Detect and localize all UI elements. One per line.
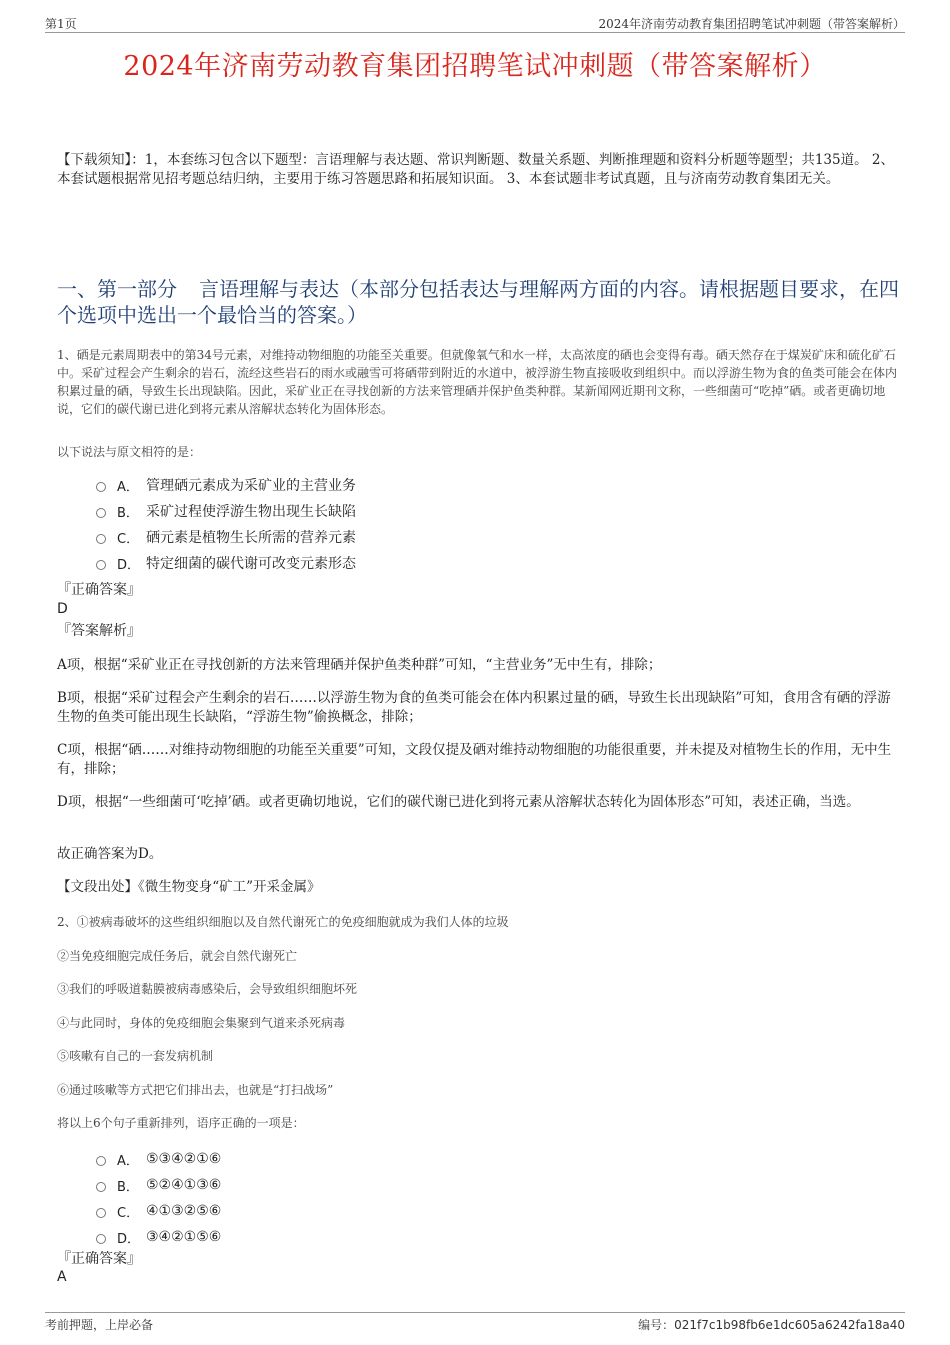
radio-icon[interactable] bbox=[96, 560, 106, 570]
q2-sentence-1: 2、①被病毒破坏的这些组织细胞以及自然代谢死亡的免疫细胞就成为我们人体的垃圾 bbox=[57, 915, 509, 929]
section-heading bbox=[57, 276, 902, 328]
radio-icon[interactable] bbox=[96, 1182, 106, 1192]
q1-answer-label: 『正确答案』 bbox=[57, 582, 141, 598]
q2-sentence-5: ⑤咳嗽有自己的一套发病机制 bbox=[57, 1049, 214, 1063]
page-title: 2024年济南劳动教育集团招聘笔试冲刺题（带答案解析） bbox=[123, 51, 827, 82]
q1-options bbox=[96, 472, 696, 576]
radio-icon[interactable] bbox=[96, 482, 106, 492]
q2-options bbox=[96, 1146, 696, 1250]
q1-analysis-b: B项，根据“采矿过程会产生剩余的岩石……以浮游生物为食的鱼类可能会在体内积累过量的硒，导致生长出现缺陷”可知，食用含有硒的浮游生物的鱼类可能出现生长缺陷，“浮游生物”偷换概念，排除； bbox=[57, 690, 891, 725]
footer-code-label: 编号： bbox=[638, 1318, 675, 1332]
page-footer bbox=[45, 1312, 905, 1333]
q1-conclusion: 故正确答案为D。 bbox=[57, 846, 163, 862]
q1-answer: D bbox=[57, 601, 68, 617]
q2-sentence-3: ③我们的呼吸道黏膜被病毒感染后，会导致组织细胞坏死 bbox=[57, 982, 358, 996]
q1-prompt: 以下说法与原文相符的是： bbox=[57, 445, 202, 459]
header-doc-title: 2024年济南劳动教育集团招聘笔试冲刺题（带答案解析） bbox=[598, 17, 905, 31]
radio-icon[interactable] bbox=[96, 1156, 106, 1166]
page-number: 第1页 bbox=[45, 17, 77, 31]
radio-icon[interactable] bbox=[96, 1234, 106, 1244]
option-b[interactable]: B． 采矿过程使浮游生物出现生长缺陷 bbox=[96, 498, 696, 524]
q2-sentence-2: ②当免疫细胞完成任务后，就会自然代谢死亡 bbox=[57, 949, 298, 963]
radio-icon[interactable] bbox=[96, 1208, 106, 1218]
q1-analysis-d: D项，根据“一些细菌可‘吃掉’硒。或者更确切地说，它们的碳代谢已进化到将元素从溶解状态转化为固体形态”可知，表述正确，当选。 bbox=[57, 794, 860, 810]
option-a[interactable]: A． ⑤③④②①⑥ bbox=[96, 1146, 696, 1172]
q2-answer-label: 『正确答案』 bbox=[57, 1251, 141, 1267]
footer-slogan: 考前押题，上岸必备 bbox=[45, 1318, 154, 1332]
q2-sentence-4: ④与此同时，身体的免疫细胞会集聚到气道来杀死病毒 bbox=[57, 1016, 346, 1030]
section-part: 一、第一部分 bbox=[57, 277, 177, 301]
download-notice: 【下载须知】：1，本套练习包含以下题型：言语理解与表达题、常识判断题、数量关系题、判断推理题和资料分析题等题型；共135道。 2、本套试题根据常见招考题总结归纳，主要用于练习答题思路和拓展知识面。 3、本套试题非考试真题，且与济南劳动教育集团无关。 bbox=[57, 152, 894, 187]
q2-sentence-6: ⑥通过咳嗽等方式把它们排出去，也就是“打扫战场” bbox=[57, 1083, 334, 1097]
option-d[interactable]: D． 特定细菌的碳代谢可改变元素形态 bbox=[96, 550, 696, 576]
q1-analysis-label: 『答案解析』 bbox=[57, 623, 141, 639]
option-d[interactable]: D． ③④②①⑤⑥ bbox=[96, 1224, 696, 1250]
option-c[interactable]: C． ④①③②⑤⑥ bbox=[96, 1198, 696, 1224]
option-c[interactable]: C． 硒元素是植物生长所需的营养元素 bbox=[96, 524, 696, 550]
option-a[interactable]: A． 管理硒元素成为采矿业的主营业务 bbox=[96, 472, 696, 498]
q1-analysis-c: C项，根据“硒……对维持动物细胞的功能至关重要”可知，文段仅提及硒对维持动物细胞的功能很重要，并未提及对植物生长的作用，无中生有，排除； bbox=[57, 742, 892, 777]
q2-prompt: 将以上6个句子重新排列，语序正确的一项是： bbox=[57, 1116, 305, 1130]
option-b[interactable]: B． ⑤②④①③⑥ bbox=[96, 1172, 696, 1198]
q1-stem: 1、硒是元素周期表中的第34号元素，对维持动物细胞的功能至关重要。但就像氧气和水一样，太高浓度的硒也会变得有毒。硒天然存在于煤炭矿床和硫化矿石中。采矿过程会产生剩余的岩石，流经这些岩石的雨水或融雪可将硒带到附近的水道中，被浮游生物直接吸收到组织中。而以浮游生物为食的鱼类可能会在体内积累过量的硒，导致生长出现缺陷。因此，采矿业正在寻找创新的方法来管理硒并保护鱼类种群。某新闻网近期刊文称，一些细菌可“吃掉”硒。或者更确切地说，它们的碳代谢已进化到将元素从溶解状态转化为固体形态。 bbox=[57, 348, 898, 416]
page-header bbox=[45, 12, 905, 33]
radio-icon[interactable] bbox=[96, 534, 106, 544]
section-text: 言语理解与表达（本部分包括表达与理解两方面的内容。请根据题目要求，在四个选项中选出一个最恰当的答案。） bbox=[57, 277, 899, 327]
q1-analysis-a: A项，根据“采矿业正在寻找创新的方法来管理硒并保护鱼类种群”可知，“主营业务”无中生有，排除； bbox=[57, 657, 662, 673]
q1-source: 【文段出处】《微生物变身“矿工”开采金属》 bbox=[57, 879, 321, 895]
radio-icon[interactable] bbox=[96, 508, 106, 518]
footer-code: 021f7c1b98fb6e1dc605a6242fa18a40 bbox=[674, 1318, 905, 1332]
footer-code-wrap bbox=[638, 1316, 905, 1333]
q2-answer: A bbox=[57, 1269, 67, 1285]
